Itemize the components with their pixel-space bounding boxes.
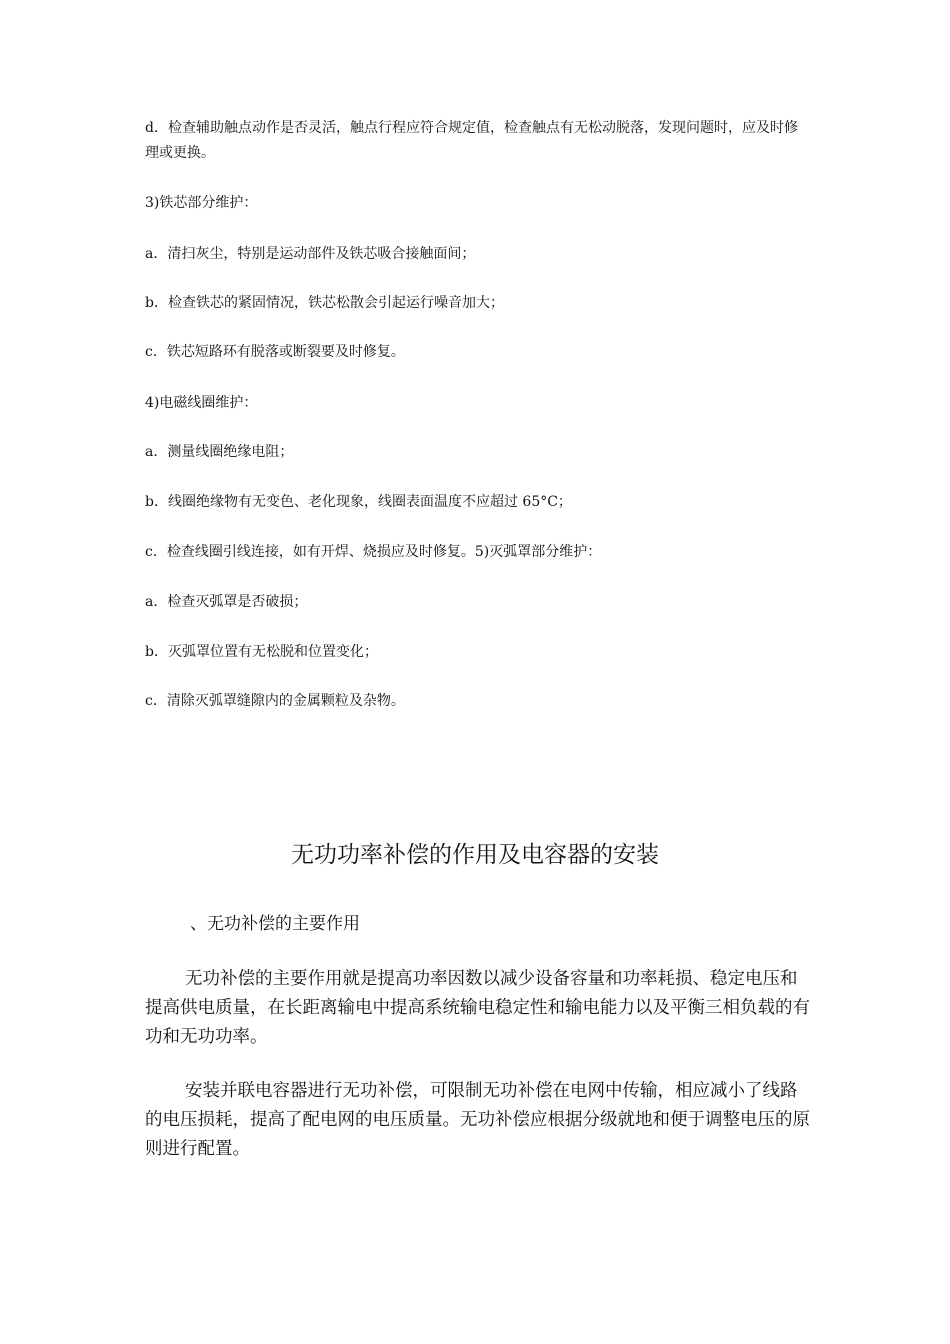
maintenance-item-c-arc-chute-clean: c．清除灭弧罩缝隙内的金属颗粒及杂物。: [145, 693, 405, 709]
maintenance-item-b-core-tightness: b．检查铁芯的紧固情况，铁芯松散会引起运行噪音加大；: [145, 295, 504, 311]
maintenance-item-b-coil-temperature: b．线圈绝缘物有无变色、老化现象，线圈表面温度不应超过 65°C；: [145, 494, 572, 510]
section-heading-coil: 4)电磁线圈维护：: [145, 395, 258, 411]
maintenance-item-c-coil-leads: c．检查线圈引线连接，如有开焊、烧损应及时修复。5)灭弧罩部分维护：: [145, 544, 602, 560]
section-title: 无功功率补偿的作用及电容器的安装: [291, 842, 659, 868]
body-paragraph: 无功补偿的主要作用就是提高功率因数以减少设备容量和功率耗损、稳定电压和提高供电质量，在长距离输电中提高系统输电稳定性和输电能力以及平衡三相负载的有功和无功功率。: [145, 969, 810, 1047]
maintenance-item-d-auxiliary-contacts: d．检查辅助触点动作是否灵活，触点行程应符合规定值，检查触点有无松动脱落，发现问题时，应及时修理或更换。: [145, 120, 798, 161]
maintenance-item-a-clean-dust: a．清扫灰尘，特别是运动部件及铁芯吸合接触面间；: [145, 246, 476, 262]
maintenance-item-b-arc-chute-position: b．灭弧罩位置有无松脱和位置变化；: [145, 644, 378, 660]
maintenance-item-a-arc-chute-damage: a．检查灭弧罩是否破损；: [145, 594, 308, 610]
body-paragraph: 安装并联电容器进行无功补偿，可限制无功补偿在电网中传输，相应减小了线路的电压损耗，提高了配电网的电压质量。无功补偿应根据分级就地和便于调整电压的原则进行配置。: [145, 1081, 810, 1159]
section-heading-iron-core: 3)铁芯部分维护：: [145, 195, 258, 211]
section-subheading: 、无功补偿的主要作用: [190, 914, 360, 934]
maintenance-item-a-insulation-resistance: a．测量线圈绝缘电阻；: [145, 444, 294, 460]
maintenance-item-c-short-ring: c．铁芯短路环有脱落或断裂要及时修复。: [145, 344, 405, 360]
